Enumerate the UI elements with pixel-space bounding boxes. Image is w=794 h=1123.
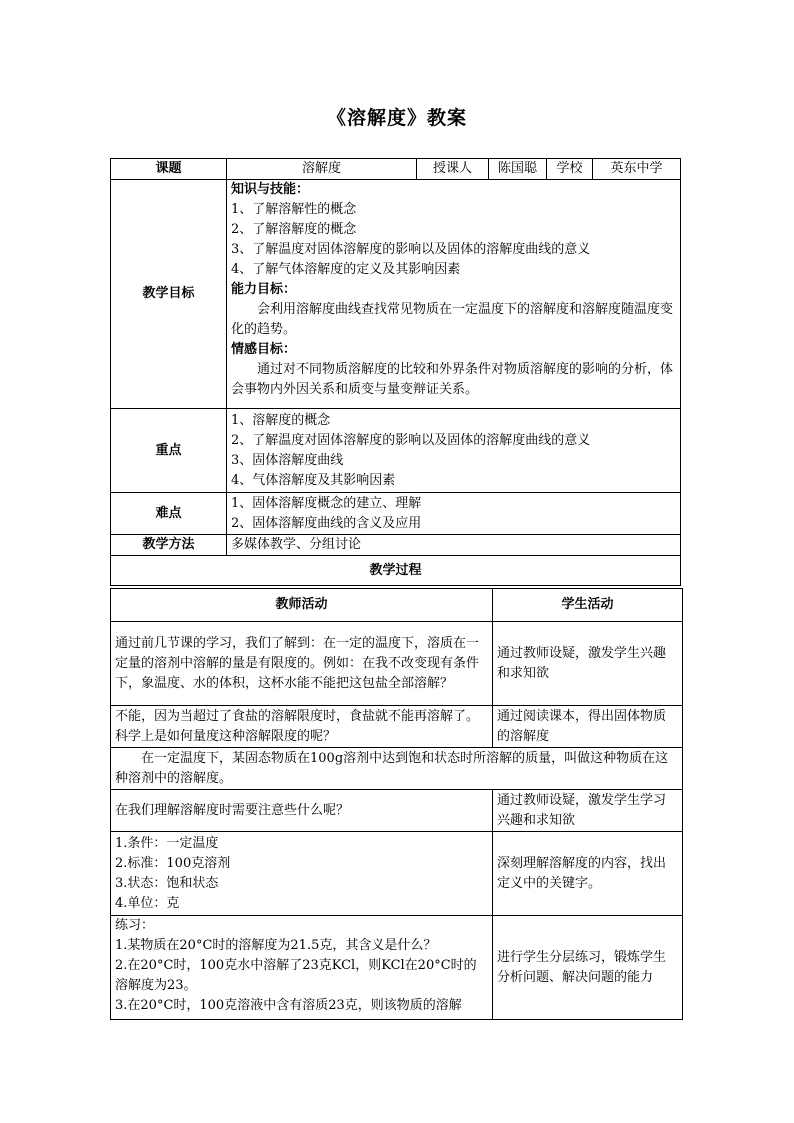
process-table [110,588,683,1020]
emotion-heading: 情感目标： [231,342,297,357]
knowledge-item: 3、了解温度对固体溶解度的影响以及固体的溶解度曲线的意义 [231,242,591,257]
emotion-text: 通过对不同物质溶解度的比较和外界条件对物质溶解度的影响的分析，体会事物内外因关系和质变与量变辩证关系。 [231,362,674,397]
key-condition-item: 1.条件：一定温度 [115,835,219,851]
header-row [111,159,681,180]
method-row [111,535,681,556]
difficult-points-content [227,493,681,535]
student-activity: 通过教师设疑，激发学生学习兴趣和求知欲 [493,790,683,832]
knowledge-item: 2、了解溶解度的概念 [231,222,357,237]
difficult-points-row [111,493,681,535]
teacher-activity: 通过前几节课的学习，我们了解到：在一定的温度下，溶质在一定量的溶剂中溶解的量是有限度的。例如：在我不改变现有条件下，象温度、水的体积，这杯水能不能把这包盐全部溶解？ [111,622,493,706]
teacher-activity-header: 教师活动 [111,589,493,622]
process-header-row [111,589,683,622]
ability-heading: 能力目标： [231,282,297,297]
process-row [111,622,683,706]
knowledge-item: 4、了解气体溶解度的定义及其影响因素 [231,262,461,277]
lesson-info-table [110,158,681,586]
difficult-point-item: 1、固体溶解度概念的建立、理解 [231,495,422,511]
process-heading-row [111,556,681,586]
student-activity: 进行学生分层练习，锻炼学生分析问题、解决问题的能力 [493,916,683,1020]
knowledge-item: 1、了解溶解性的概念 [231,202,357,217]
difficult-points-label: 难点 [111,493,227,535]
key-point-item: 3、固体溶解度曲线 [231,452,344,468]
key-condition-item: 2.标准：100克溶剂 [115,855,231,871]
key-point-item: 4、气体溶解度及其影响因素 [231,472,396,488]
solubility-definition: 在一定温度下，某固态物质在100g溶剂中达到饱和状态时所溶解的质量，叫做这种物质在这种溶剂中的溶解度。 [111,748,683,790]
difficult-point-item: 2、固体溶解度曲线的含义及应用 [231,515,422,531]
key-points-row [111,409,681,493]
goals-content [227,180,681,409]
document-title: 《溶解度》教案 [326,107,467,129]
topic-label: 课题 [111,159,227,180]
method-label: 教学方法 [111,535,227,556]
exercise-heading: 练习： [115,918,155,933]
topic-value: 溶解度 [227,159,417,180]
teacher-value: 陈国聪 [489,159,547,180]
teacher-activity: 不能，因为当超过了食盐的溶解限度时，食盐就不能再溶解了。科学上是如何量度这种溶解限度的呢？ [111,706,493,748]
student-activity: 深刻理解溶解度的内容，找出定义中的关键字。 [493,832,683,916]
teacher-label: 授课人 [417,159,489,180]
exercise-row [111,916,683,1020]
exercise-item: 1.某物质在20°C时的溶解度为21.5克，其含义是什么？ [115,938,437,953]
goals-label: 教学目标 [111,180,227,409]
process-row [111,832,683,916]
exercise-item: 2.在20°C时，100克水中溶解了23克KCl，则KCl在20°C时的溶解度为23。 [115,958,477,993]
exercise-item: 3.在20°C时，100克溶液中含有溶质23克，则该物质的溶解 [115,998,462,1013]
key-points-content [227,409,681,493]
definition-row [111,748,683,790]
process-heading: 教学过程 [111,556,681,586]
process-row [111,706,683,748]
school-label: 学校 [547,159,593,180]
key-point-item: 1、溶解度的概念 [231,412,331,428]
exercise-content [111,916,493,1020]
knowledge-heading: 知识与技能： [231,182,310,197]
ability-text: 会利用溶解度曲线查找常见物质在一定温度下的溶解度和溶解度随温度变化的趋势。 [231,302,674,337]
student-activity: 通过教师设疑，激发学生兴趣和求知欲 [493,622,683,706]
key-points-label: 重点 [111,409,227,493]
key-point-item: 2、了解温度对固体溶解度的影响以及固体的溶解度曲线的意义 [231,432,591,448]
method-value: 多媒体教学、分组讨论 [227,535,681,556]
school-value: 英东中学 [593,159,681,180]
student-activity: 通过阅读课本，得出固体物质的溶解度 [493,706,683,748]
goals-row [111,180,681,409]
key-condition-item: 3.状态：饱和状态 [115,875,219,891]
student-activity-header: 学生活动 [493,589,683,622]
key-condition-item: 4.单位：克 [115,895,180,911]
teacher-activity: 在我们理解溶解度时需要注意些什么呢？ [111,790,493,832]
process-row [111,790,683,832]
teacher-activity [111,832,493,916]
